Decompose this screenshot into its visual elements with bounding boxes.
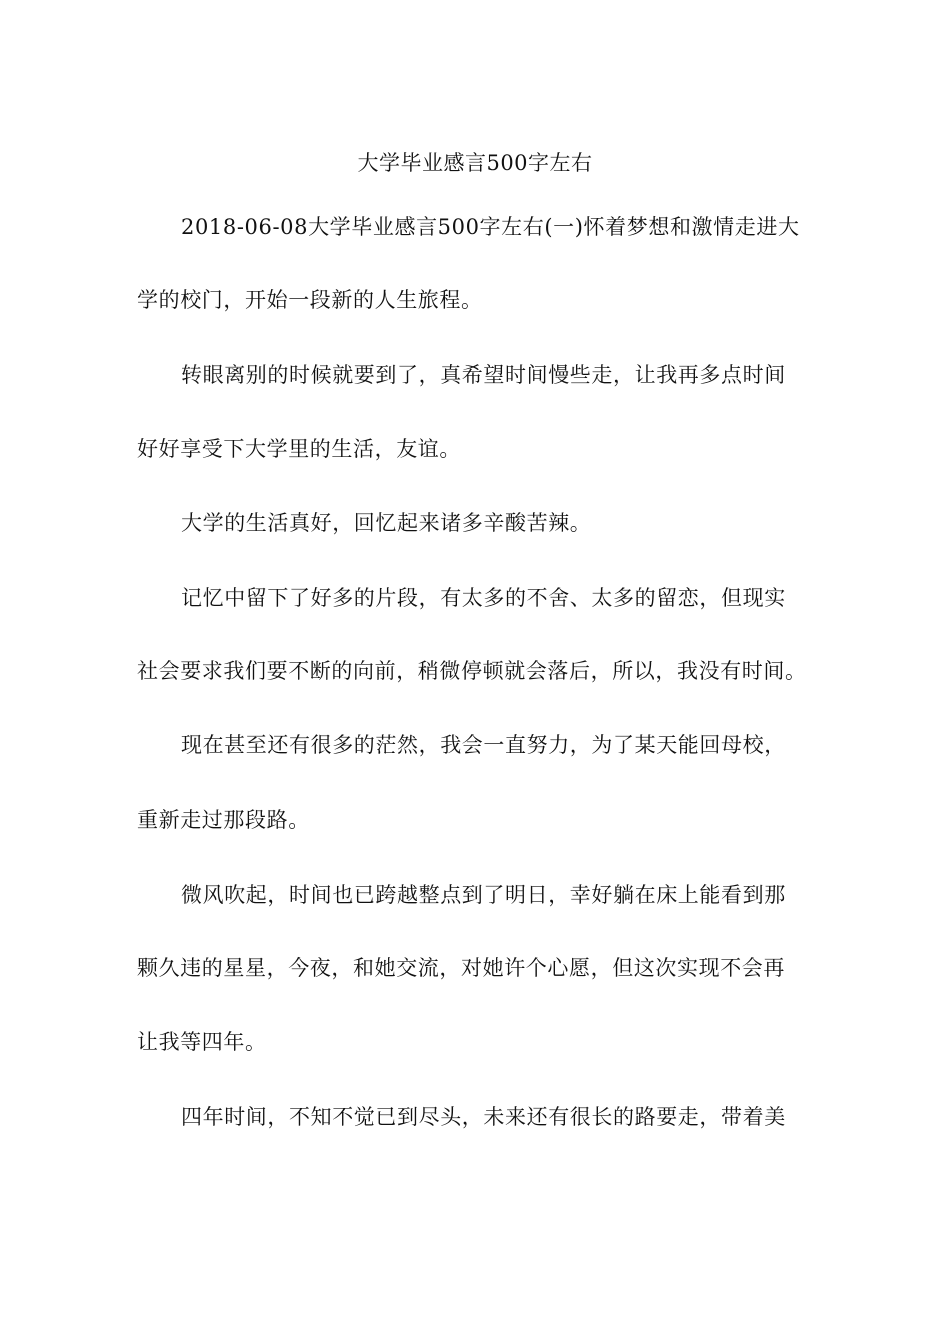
paragraph-line: 好好享受下大学里的生活，友谊。 [137,437,461,461]
paragraph-line: 颗久违的星星，今夜，和她交流，对她许个心愿，但这次实现不会再 [137,956,785,980]
paragraph-line: 重新走过那段路。 [137,808,310,832]
paragraph-line: 学的校门，开始一段新的人生旅程。 [137,288,483,312]
paragraph-line: 社会要求我们要不断的向前，稍微停顿就会落后，所以，我没有时间。 [137,659,807,683]
paragraph-line: 大学的生活真好，回忆起来诸多辛酸苦辣。 [181,511,592,535]
paragraph-line: 转眼离别的时候就要到了，真希望时间慢些走，让我再多点时间 [181,363,786,387]
paragraph-line: 2018-06-08大学毕业感言500字左右(一)怀着梦想和激情走进大 [181,215,800,239]
paragraph-line: 微风吹起，时间也已跨越整点到了明日，幸好躺在床上能看到那 [181,883,786,907]
paragraph-line: 四年时间，不知不觉已到尽头，未来还有很长的路要走，带着美 [181,1105,786,1129]
paragraph-line: 记忆中留下了好多的片段，有太多的不舍、太多的留恋，但现实 [181,586,786,610]
document-title: 大学毕业感言500字左右 [357,151,593,175]
paragraph-line: 现在甚至还有很多的茫然，我会一直努力，为了某天能回母校， [181,733,786,757]
paragraph-line: 让我等四年。 [137,1030,267,1054]
